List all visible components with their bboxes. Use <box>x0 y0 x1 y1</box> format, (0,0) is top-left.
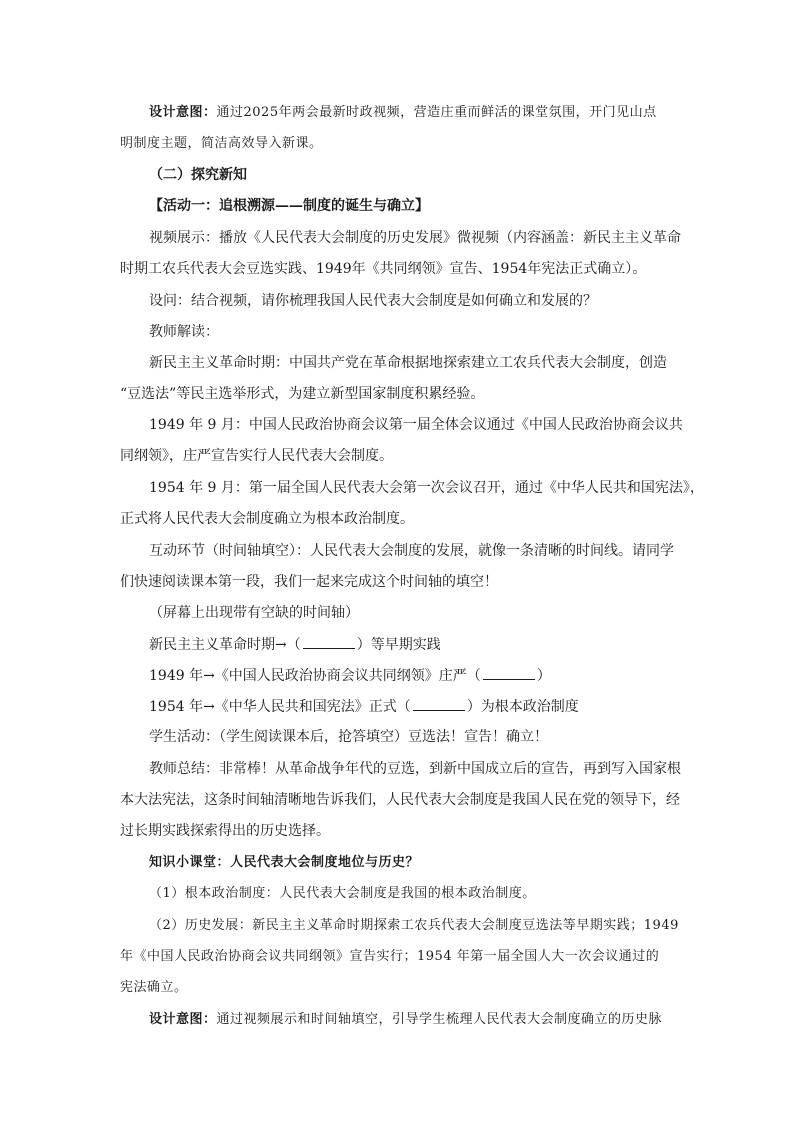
interact-line-1: 互动环节（时间轴填空）：人民代表大会制度的发展，就像一条清晰的时间线。请同学 <box>149 543 674 559</box>
period-3-line-1: 1954 年 9 月：第一届全国人民代表大会第一次会议召开，通过《中华人民共和国宪法》， <box>149 480 704 496</box>
knowledge-item-2-line-2: 年《中国人民政治协商会议共同纲领》宣告实行；1954 年第一届全国人大一次会议通过的 <box>120 949 660 964</box>
summary-line-1: 教师总结：非常棒！从革命战争年代的豆选，到新中国成立后的宣告，再到写入国家根 <box>149 761 681 777</box>
design-intent-label: 设计意图： <box>149 1012 217 1027</box>
timeline-item-3: 1954 年→《中华人民共和国宪法》正式（ ）为根本政治制度 <box>149 696 674 717</box>
fill-blank[interactable] <box>413 696 465 711</box>
design-intent-label: 设计意图： <box>149 105 217 120</box>
period-3-line-2: 正式将人民代表大会制度确立为根本政治制度。 <box>120 511 414 527</box>
fill-blank[interactable] <box>303 634 355 649</box>
timeline-item-1: 新民主主义革命时期→（ ）等早期实践 <box>149 634 674 655</box>
activity-title: 【活动一：追根溯源——制度的诞生与确立】 <box>149 198 429 214</box>
knowledge-title: 知识小课堂：人民代表大会制度地位与历史？ <box>149 855 420 870</box>
knowledge-item-2-line-1: （2）历史发展：新民主主义革命时期探索工农兵代表大会制度豆选法等早期实践；1949 <box>149 918 679 933</box>
design-intent-1-line-1: 设计意图：通过2025年两会最新时政视频，营造庄重而鲜活的课堂氛围，开门见山点 <box>149 105 657 120</box>
summary-line-3: 过长期实践探索得出的历史选择。 <box>120 823 330 839</box>
question: 设问：结合视频，请你梳理我国人民代表大会制度是如何确立和发展的？ <box>149 293 597 309</box>
knowledge-item-2-line-3: 宪法确立。 <box>120 980 188 995</box>
interact-line-2: 们快速阅读课本第一段，我们一起来完成这个时间轴的填空！ <box>120 574 498 590</box>
design-intent-1-line-2: 明制度主题，简洁高效导入新课。 <box>120 136 323 151</box>
section-title: （二）探究新知 <box>149 167 247 183</box>
period-1-line-2: “豆选法”等民主选举形式，为建立新型国家制度积累经验。 <box>120 386 485 402</box>
period-2-line-2: 同纲领》，庄严宣告实行人民代表大会制度。 <box>120 448 393 464</box>
fill-blank[interactable] <box>483 665 535 680</box>
summary-line-2: 本大法宪法，这条时间轴清晰地告诉我们，人民代表大会制度是我国人民在党的领导下，经 <box>120 792 680 808</box>
video-line-1: 视频展示：播放《人民代表大会制度的历史发展》微视频（内容涵盖：新民主主义革命 <box>149 230 681 246</box>
period-2-line-1: 1949 年 9 月：中国人民政治协商会议第一届全体会议通过《中国人民政治协商会议共 <box>149 417 683 433</box>
knowledge-item-1: （1）根本政治制度：人民代表大会制度是我国的根本政治制度。 <box>149 886 536 901</box>
video-line-2: 时期工农兵代表大会豆选实践、1949年《共同纲领》宣告、1954年宪法正式确立）。 <box>120 261 647 277</box>
screen-note: （屏幕上出现带有空缺的时间轴） <box>149 605 359 621</box>
period-1-line-1: 新民主主义革命时期：中国共产党在革命根据地探索建立工农兵代表大会制度，创造 <box>149 355 667 371</box>
teacher-label: 教师解读： <box>149 324 219 340</box>
student-activity: 学生活动：（学生阅读课本后，抢答填空）豆选法！宣告！确立！ <box>149 729 548 745</box>
timeline-item-2: 1949 年→《中国人民政治协商会议共同纲领》庄严（ ） <box>149 665 674 686</box>
design-intent-2-line-1: 设计意图：通过视频展示和时间轴填空，引导学生梳理人民代表大会制度确立的历史脉 <box>149 1012 663 1027</box>
